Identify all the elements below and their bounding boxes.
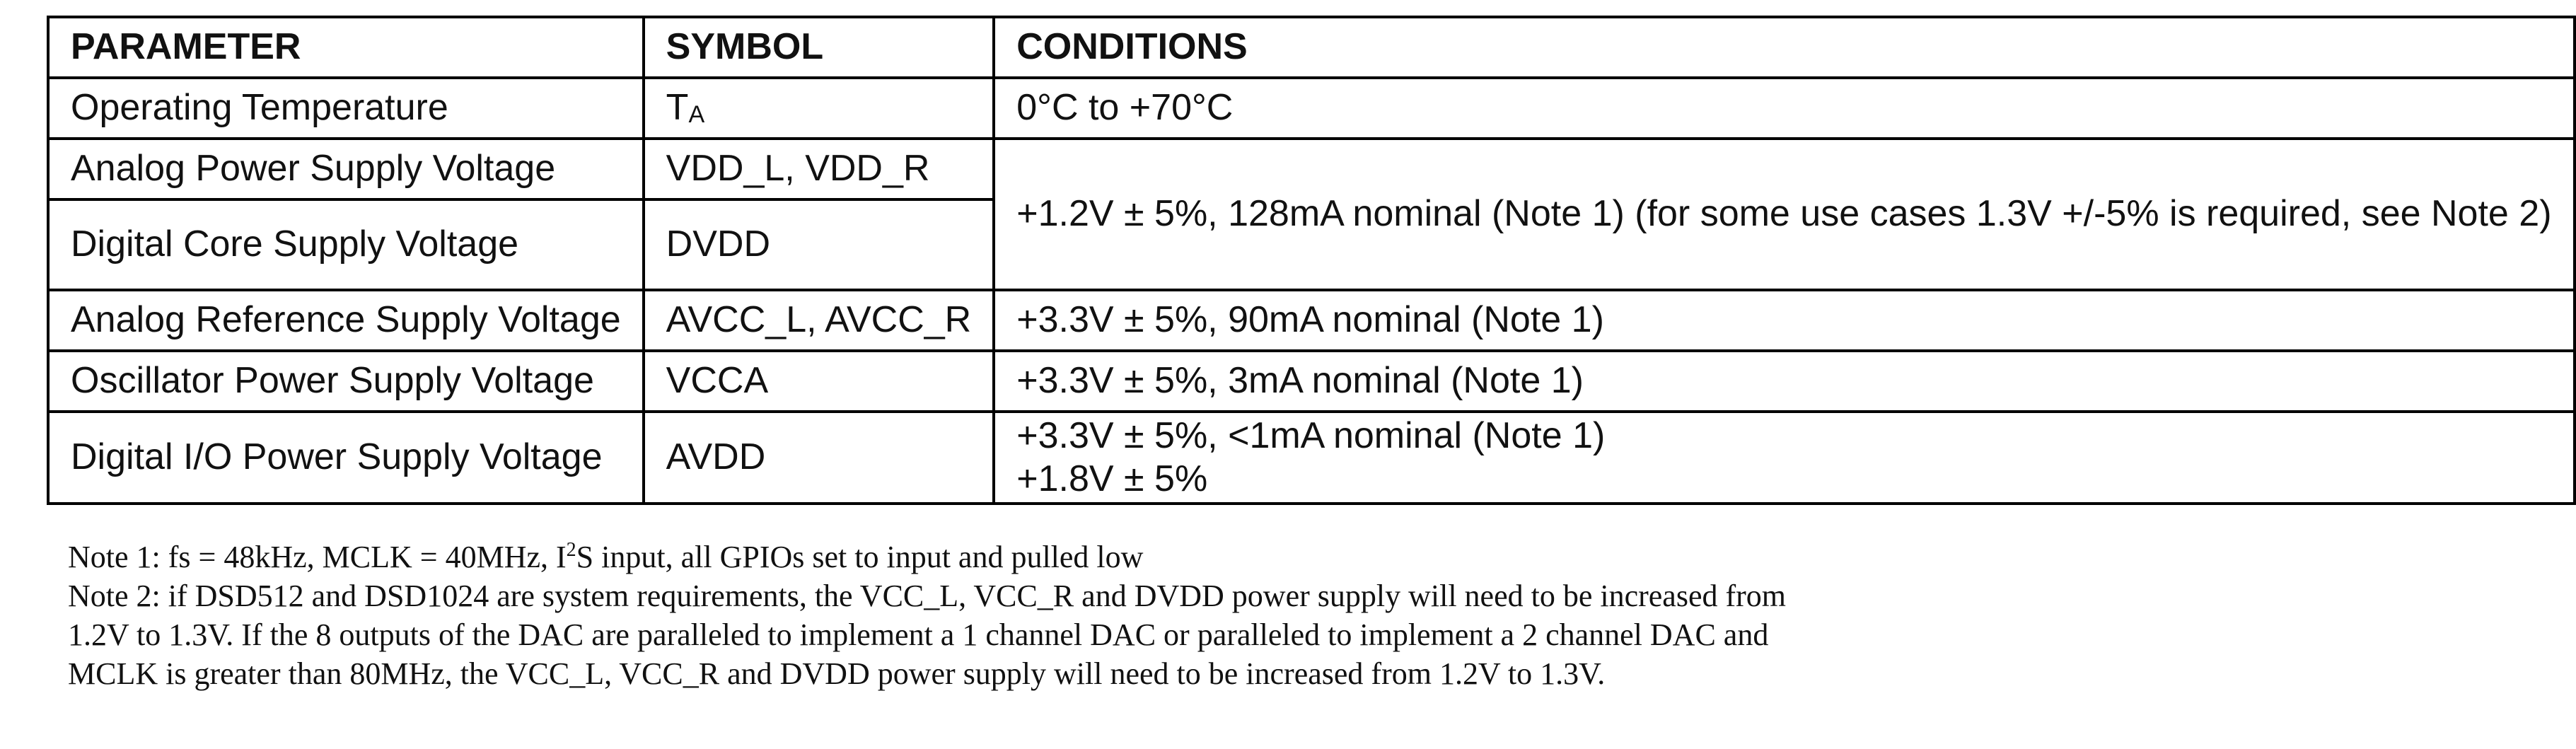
header-symbol: SYMBOL [644,17,994,78]
table-row [48,412,2575,504]
operating-conditions-table [47,16,2576,505]
conditions-line: +3.3V ± 5%, <1mA nominal (Note 1) [1016,414,1606,456]
table-row [48,78,2575,139]
note-2: Note 2: if DSD512 and DSD1024 are system requirements, the VCC_L, VCC_R and DVDD power supply will need to be increased from 1.2V to 1.3V. If the 8 outputs of the DAC are paralleled to implement a 1 channel DAC or paralleled to implement a 2 channel DAC and MCLK is greater than 80MHz, the VCC_L, VCC_R and DVDD power supply will need to be increased from 1.2V to 1.3V. [68,579,1787,691]
symbol-cell: AVCC_L, AVCC_R [644,290,994,351]
header-conditions: CONDITIONS [994,17,2574,78]
table-row [48,139,2575,199]
table-header-row [48,17,2575,78]
symbol-cell: VCCA [644,351,994,412]
symbol-cell: VDD_L, VDD_R [644,139,994,199]
conditions-cell-merged: +1.2V ± 5%, 128mA nominal (Note 1) (for some use cases 1.3V +/-5% is required, see Note 2) [994,139,2574,290]
note-1-superscript: 2 [566,539,576,561]
symbol-cell [644,78,994,139]
parameter-cell: Analog Reference Supply Voltage [48,290,644,351]
parameter-cell: Oscillator Power Supply Voltage [48,351,644,412]
note-1 [68,538,1794,576]
parameter-cell: Operating Temperature [48,78,644,139]
conditions-cell: 0°C to +70°C [994,78,2574,139]
conditions-cell [994,412,2574,504]
conditions-line: +1.8V ± 5% [1016,458,1208,499]
parameter-cell: Digital Core Supply Voltage [48,199,644,290]
header-parameter: PARAMETER [48,17,644,78]
symbol-cell: DVDD [644,199,994,290]
note-1-text-end: S input, all GPIOs set to input and pulled low [576,540,1144,574]
note-1-text-start: Note 1: fs = 48kHz, MCLK = 40MHz, I [68,540,567,574]
symbol-cell: AVDD [644,412,994,504]
conditions-cell: +3.3V ± 5%, 90mA nominal (Note 1) [994,290,2574,351]
symbol-subscript: A [688,101,705,129]
table-notes [68,538,1794,693]
conditions-cell: +3.3V ± 5%, 3mA nominal (Note 1) [994,351,2574,412]
parameter-cell: Analog Power Supply Voltage [48,139,644,199]
parameter-cell: Digital I/O Power Supply Voltage [48,412,644,504]
table-row [48,290,2575,351]
symbol-main: T [666,87,689,129]
table-row [48,351,2575,412]
